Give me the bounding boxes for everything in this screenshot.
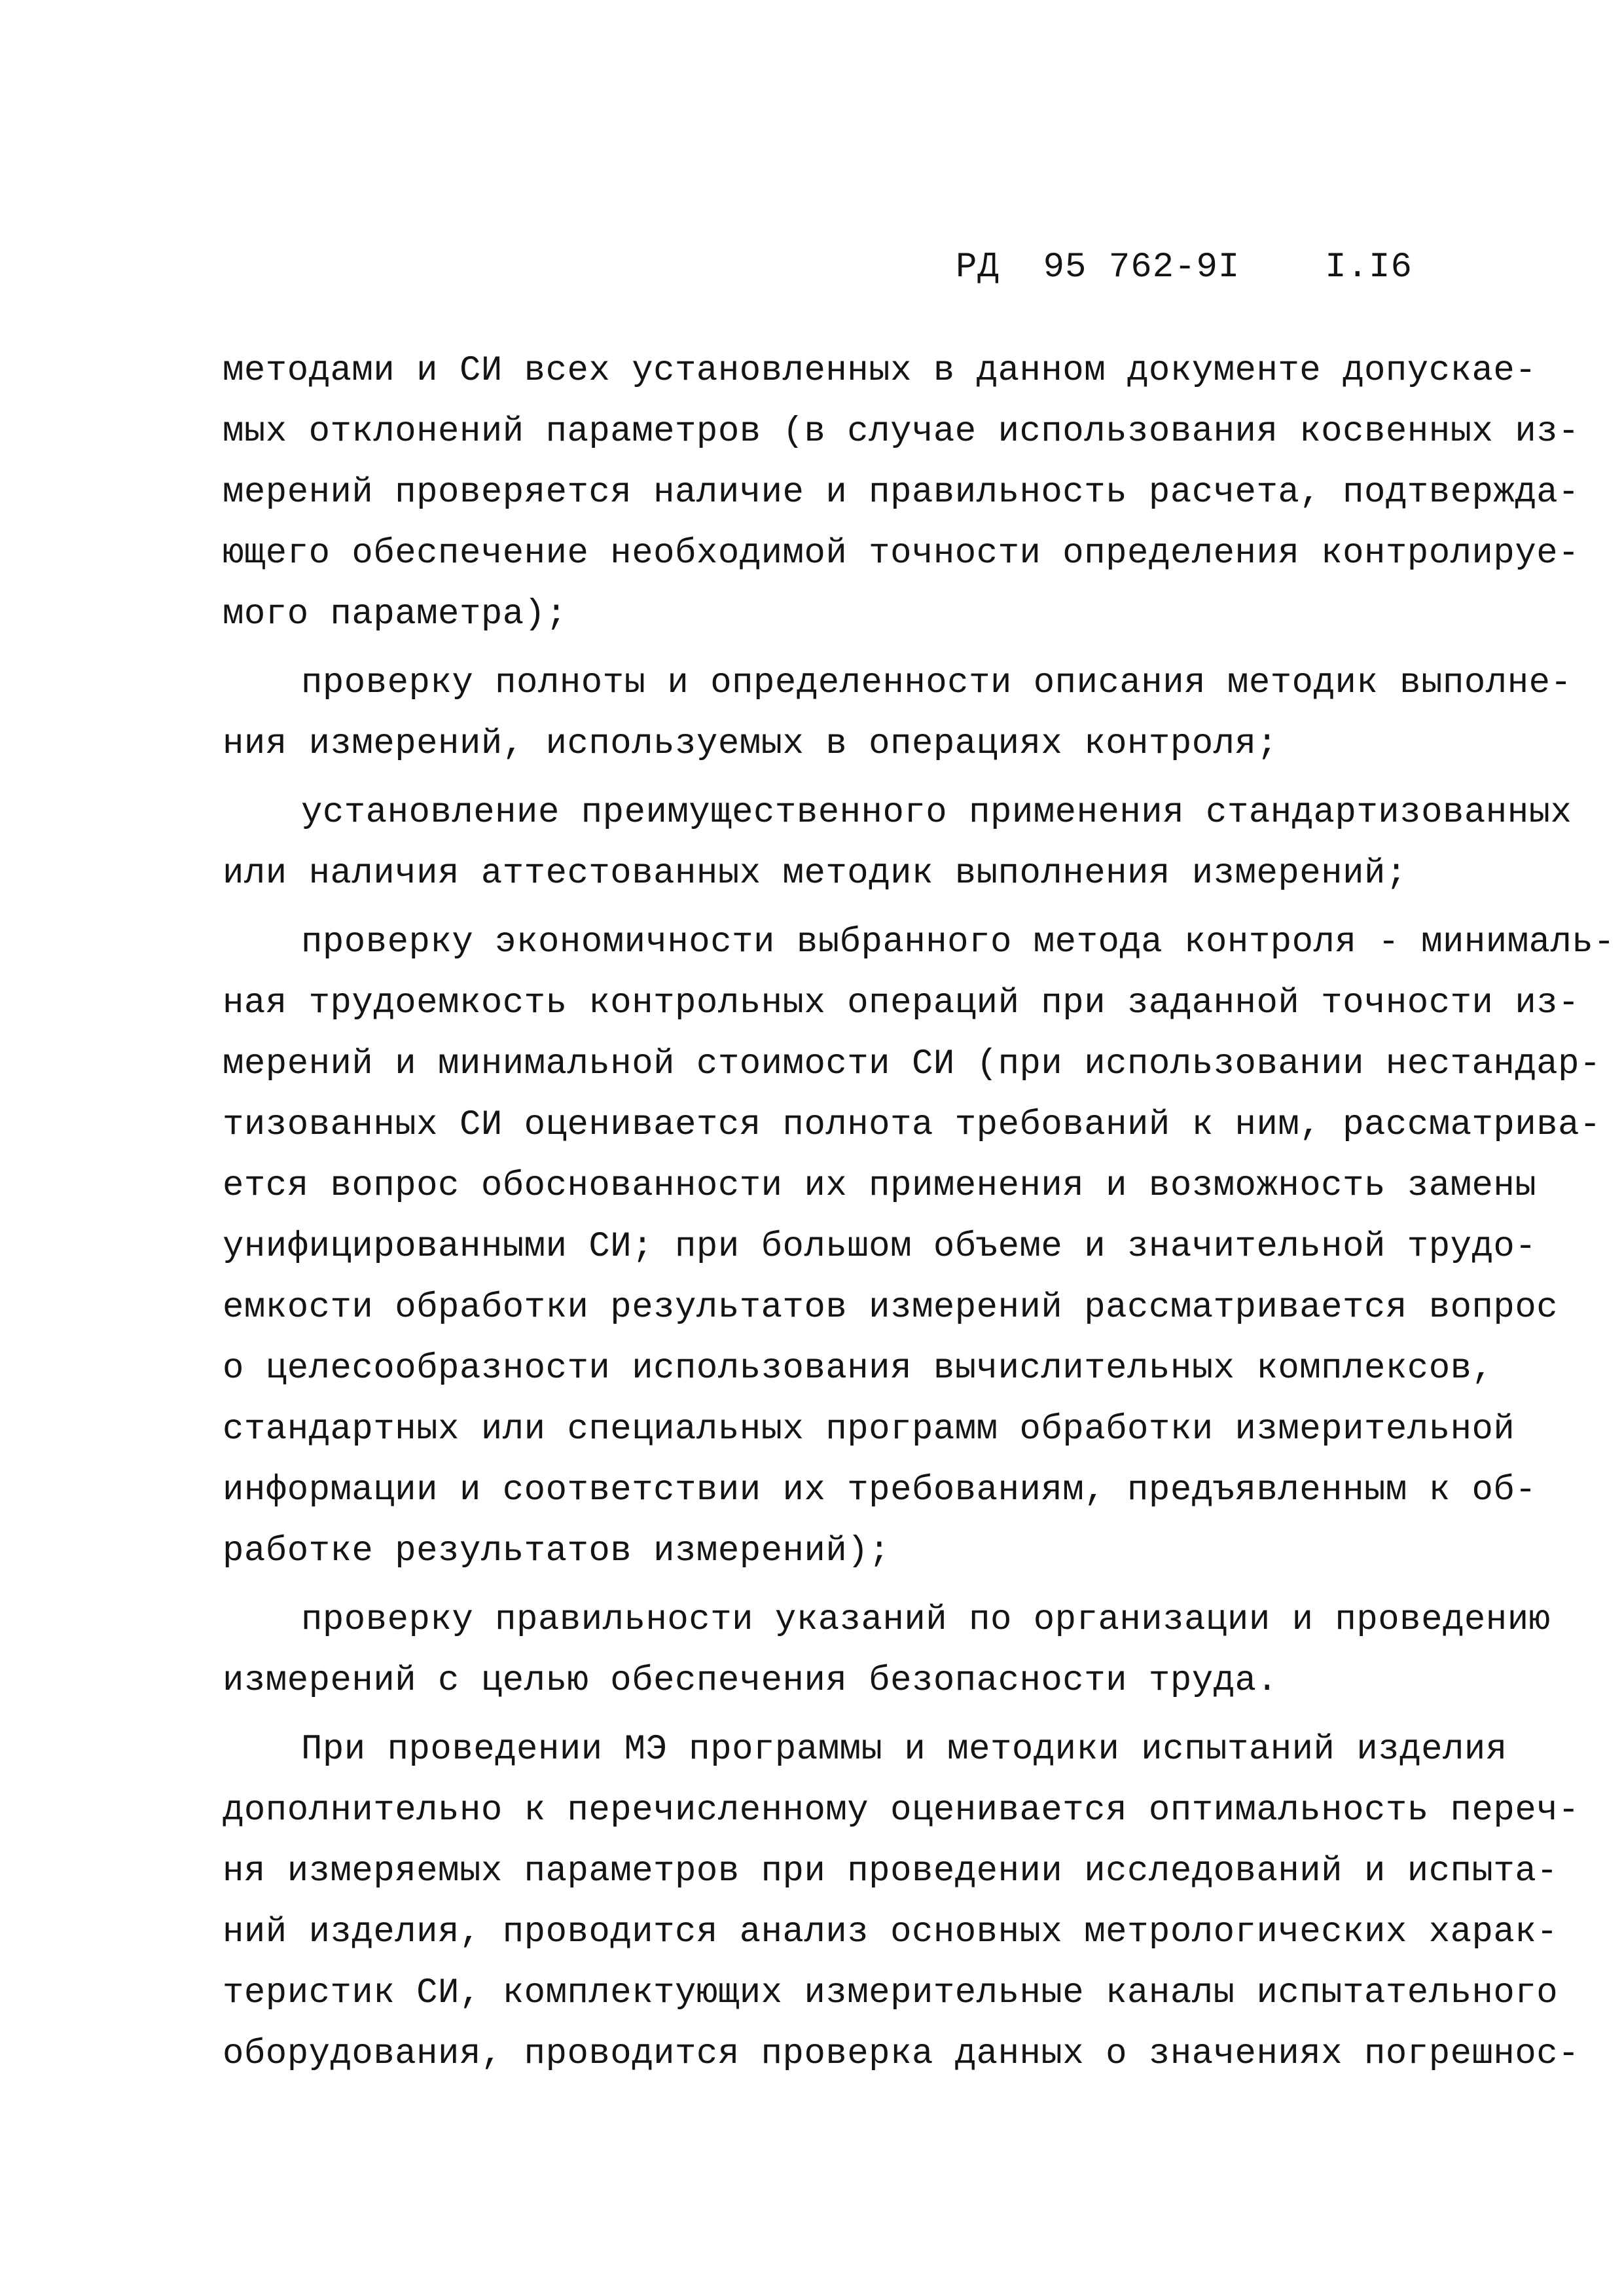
text-line: ная трудоемкость контрольных операций при заданной точности из- <box>223 983 1580 1023</box>
text-line: проверку экономичности выбранного метода контроля - минималь- <box>301 922 1615 962</box>
text-line: ния измерений, используемых в операциях контроля; <box>223 724 1278 764</box>
text-line: ющего обеспечение необходимой точности определения контролируе- <box>223 534 1580 574</box>
text-line: стандартных или специальных программ обработки измерительной <box>223 1410 1515 1449</box>
text-line: установление преимущественного применения стандартизованных <box>301 793 1572 833</box>
text-line: методами и СИ всех установленных в данном документе допускае- <box>223 351 1537 391</box>
paragraph <box>223 1719 1580 2085</box>
paragraph <box>223 653 1572 774</box>
text-line: мерений и минимальной стоимости СИ (при использовании нестандар- <box>223 1044 1601 1084</box>
paragraph <box>223 782 1572 904</box>
text-line: оборудования, проводится проверка данных о значениях погрешнос- <box>223 2034 1580 2074</box>
text-line: ня измеряемых параметров при проведении исследований и испыта- <box>223 1851 1559 1891</box>
text-line: теристик СИ, комплектующих измерительные каналы испытательного <box>223 1973 1559 2013</box>
document-code: РД 95 762-9I <box>956 247 1240 287</box>
paragraph <box>223 912 1615 1582</box>
text-line: При проведении МЭ программы и методики испытаний изделия <box>301 1730 1507 1770</box>
text-line: дополнительно к перечисленному оценивается оптимальность переч- <box>223 1791 1580 1831</box>
text-line: работке результатов измерений); <box>223 1531 891 1571</box>
text-line: унифицированными СИ; при большом объеме и значительной трудо- <box>223 1227 1537 1267</box>
body-text <box>223 340 1615 2092</box>
text-line: емкости обработки результатов измерений рассматривается вопрос <box>223 1288 1559 1328</box>
text-line: о целесообразности использования вычислительных комплексов, <box>223 1349 1494 1389</box>
text-line: ется вопрос обоснованности их применения и возможность замены <box>223 1166 1537 1206</box>
text-line: проверку полноты и определенности описания методик выполне- <box>301 663 1572 703</box>
text-line: или наличия аттестованных методик выполнения измерений; <box>223 854 1407 894</box>
paragraph <box>223 340 1580 645</box>
text-line: мого параметра); <box>223 594 568 634</box>
text-line: информации и соответствии их требованиям, предъявленным к об- <box>223 1470 1537 1510</box>
text-line: проверку правильности указаний по организации и проведению <box>301 1600 1551 1640</box>
text-line: мерений проверяется наличие и правильность расчета, подтвержда- <box>223 473 1580 513</box>
paragraph <box>223 1590 1551 1711</box>
page-number: I.I6 <box>1325 247 1413 287</box>
page-header <box>956 247 1413 287</box>
text-line: ний изделия, проводится анализ основных метрологических харак- <box>223 1912 1559 1952</box>
text-line: мых отклонений параметров (в случае использования косвенных из- <box>223 412 1580 452</box>
text-line: тизованных СИ оценивается полнота требований к ним, рассматрива- <box>223 1105 1601 1145</box>
text-line: измерений с целью обеспечения безопасности труда. <box>223 1661 1278 1701</box>
